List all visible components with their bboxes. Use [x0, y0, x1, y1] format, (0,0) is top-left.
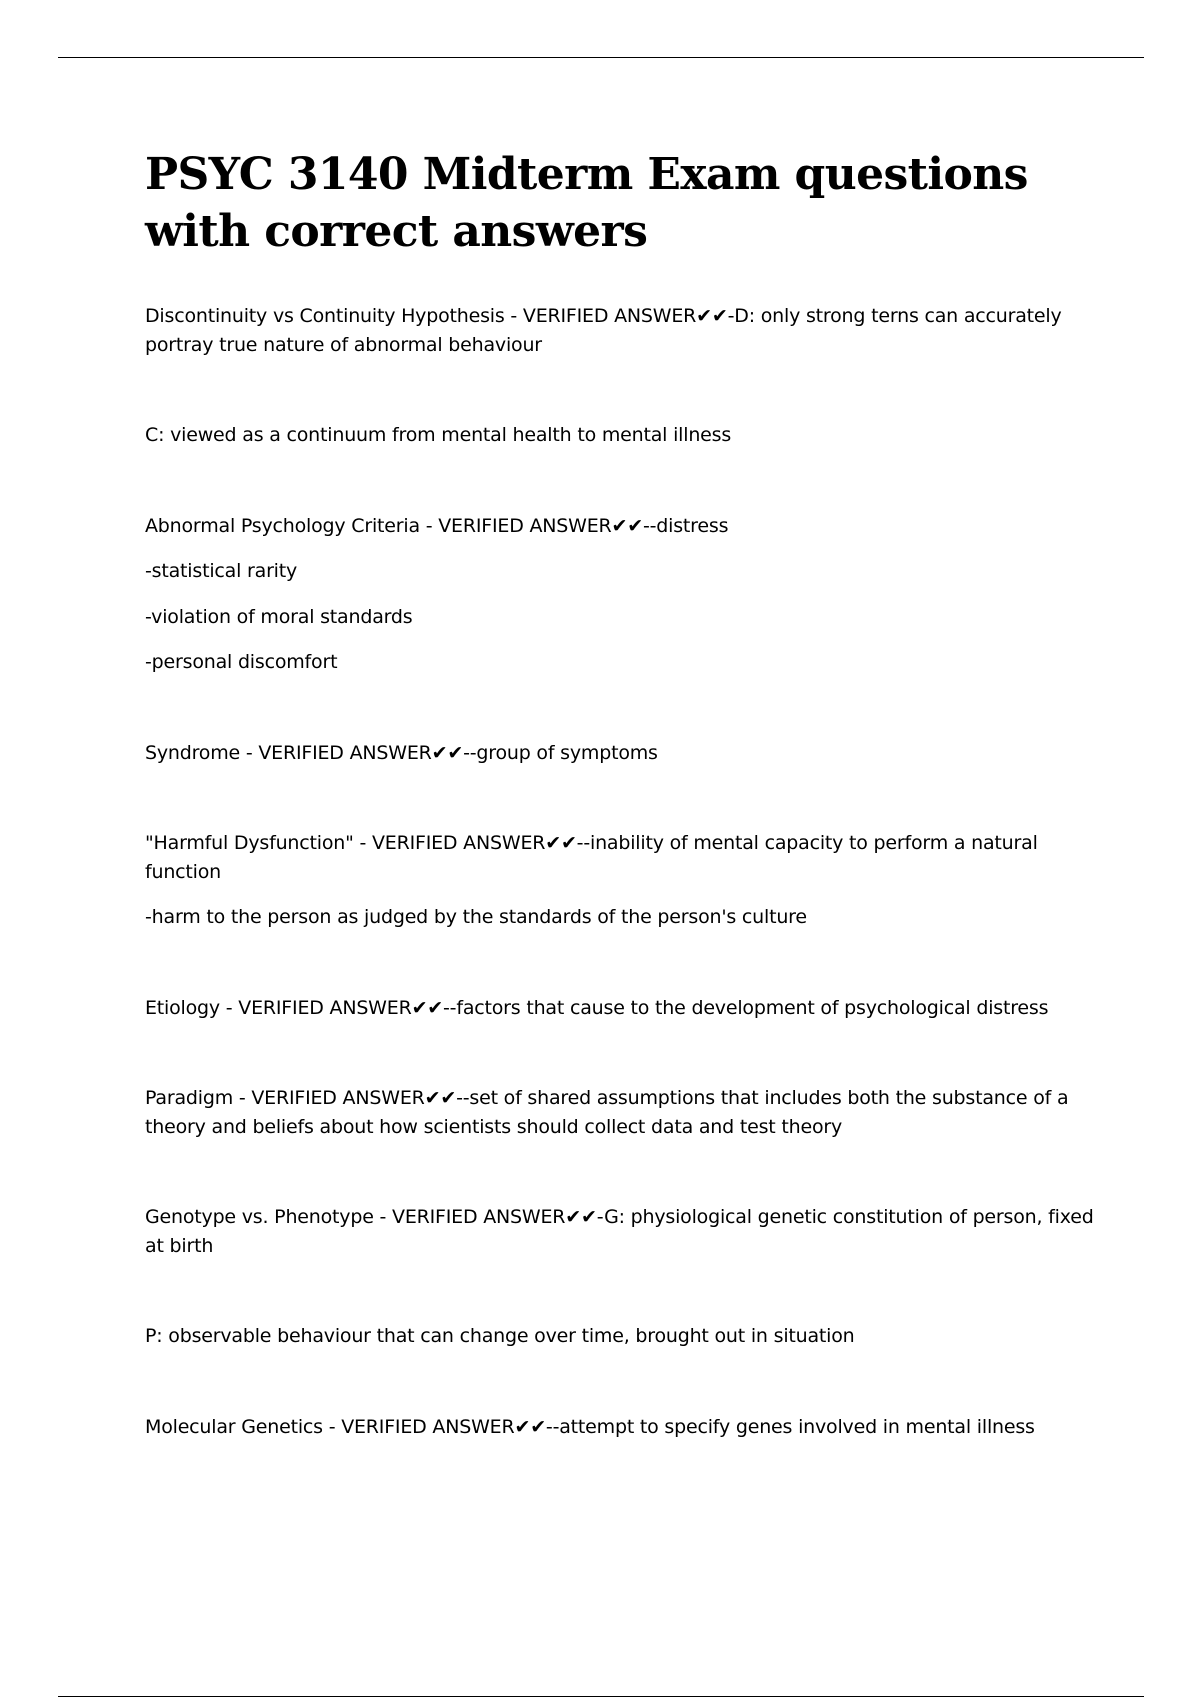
- paragraph-abnormal-criteria: Abnormal Psychology Criteria - VERIFIED ANSWER✔✔--distress: [145, 514, 729, 537]
- paragraph-harm-to-person: -harm to the person as judged by the standards of the person's culture: [145, 906, 807, 928]
- paragraph-molecular-genetics: Molecular Genetics - VERIFIED ANSWER✔✔--attempt to specify genes involved in mental illness: [145, 1415, 1035, 1438]
- paragraph-moral-standards: -violation of moral standards: [145, 605, 413, 628]
- paragraph-syndrome: Syndrome - VERIFIED ANSWER✔✔--group of symptoms: [145, 741, 658, 764]
- paragraph-personal-discomfort: -personal discomfort: [145, 651, 338, 673]
- paragraph-harmful-dysfunction: "Harmful Dysfunction" - VERIFIED ANSWER✔✔--inability of mental capacity to perform a natural function: [145, 832, 1038, 883]
- paragraph-statistical-rarity: -statistical rarity: [145, 560, 298, 582]
- document-title: PSYC 3140 Midterm Exam questions with correct answers: [145, 149, 1028, 257]
- paragraph-phenotype: P: observable behaviour that can change over time, brought out in situation: [145, 1325, 855, 1347]
- paragraph-genotype-phenotype: Genotype vs. Phenotype - VERIFIED ANSWER✔✔-G: physiological genetic constitution of person, fixed at birth: [145, 1206, 1094, 1257]
- footer-rule: [58, 1696, 1144, 1697]
- header-rule: [58, 57, 1144, 58]
- paragraph-paradigm: Paradigm - VERIFIED ANSWER✔✔--set of shared assumptions that includes both the substance of a theory and beliefs about how scientists should collect data and test theory: [145, 1087, 1069, 1138]
- document-body: [145, 302, 1095, 1441]
- paragraph-discontinuity: Discontinuity vs Continuity Hypothesis - VERIFIED ANSWER✔✔-D: only strong terns can accurately portray true nature of abnormal behaviour: [145, 305, 1062, 356]
- paragraph-etiology: Etiology - VERIFIED ANSWER✔✔--factors that cause to the development of psychological distress: [145, 996, 1049, 1019]
- paragraph-continuity: C: viewed as a continuum from mental health to mental illness: [145, 424, 732, 446]
